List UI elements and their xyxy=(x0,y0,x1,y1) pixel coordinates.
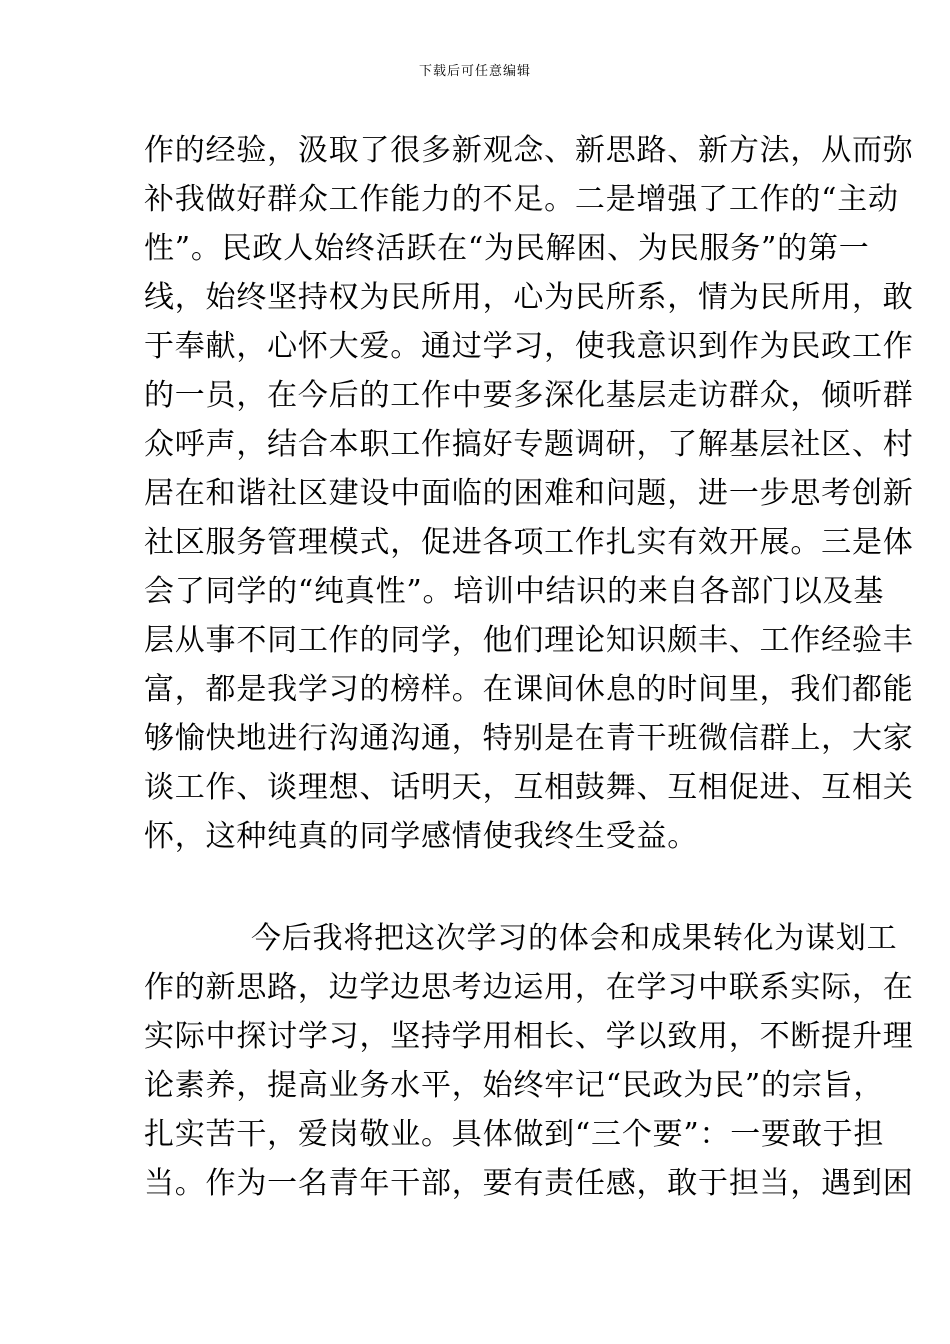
paragraph-1-line-11: 层从事不同工作的同学，他们理论知识颇丰、工作经验丰 xyxy=(144,623,914,658)
paragraph-2-line-5: 扎实苦干，爱岗敬业。具体做到“三个要”：一要敢于担 xyxy=(144,1117,885,1152)
paragraph-1-line-14: 谈工作、谈理想、话明天，互相鼓舞、互相促进、互相关 xyxy=(144,770,914,805)
paragraph-1-line-10: 会了同学的“纯真性”。培训中结识的来自各部门以及基 xyxy=(144,574,885,609)
paragraph-2-line-2: 作的新思路，边学边思考边运用，在学习中联系实际，在 xyxy=(144,970,914,1005)
paragraph-2-line-1: 今后我将把这次学习的体会和成果转化为谋划工 xyxy=(251,921,898,956)
paragraph-1-line-5: 于奉献，心怀大爱。通过学习，使我意识到作为民政工作 xyxy=(144,329,914,364)
paragraph-2-line-4: 论素养，提高业务水平，始终牢记“民政为民”的宗旨， xyxy=(144,1068,885,1103)
paragraph-2-line-6: 当。作为一名青年干部，要有责任感，敢于担当，遇到困 xyxy=(144,1166,914,1201)
paragraph-1-line-13: 够愉快地进行沟通沟通，特别是在青干班微信群上，大家 xyxy=(144,721,914,756)
paragraph-1-line-12: 富，都是我学习的榜样。在课间休息的时间里，我们都能 xyxy=(144,672,914,707)
page-header: 下载后可任意编辑 xyxy=(418,64,531,79)
paragraph-1-line-9: 社区服务管理模式，促进各项工作扎实有效开展。三是体 xyxy=(144,525,914,560)
paragraph-1-line-8: 居在和谐社区建设中面临的困难和问题，进一步思考创新 xyxy=(144,476,914,511)
paragraph-1-line-2: 补我做好群众工作能力的不足。二是增强了工作的“主动 xyxy=(144,182,899,217)
paragraph-1-line-7: 众呼声，结合本职工作搞好专题调研，了解基层社区、村 xyxy=(144,427,914,462)
paragraph-1-line-1: 作的经验，汲取了很多新观念、新思路、新方法，从而弥 xyxy=(144,133,914,168)
paragraph-1-line-6: 的一员，在今后的工作中要多深化基层走访群众，倾听群 xyxy=(144,378,914,413)
paragraph-1-line-15: 怀，这种纯真的同学感情使我终生受益。 xyxy=(144,819,699,854)
paragraph-2-line-3: 实际中探讨学习，坚持学用相长、学以致用，不断提升理 xyxy=(144,1019,914,1054)
paragraph-1-line-3: 性”。民政人始终活跃在“为民解困、为民服务”的第一 xyxy=(144,231,870,266)
paragraph-1-line-4: 线，始终坚持权为民所用，心为民所系，情为民所用，敢 xyxy=(144,280,914,315)
